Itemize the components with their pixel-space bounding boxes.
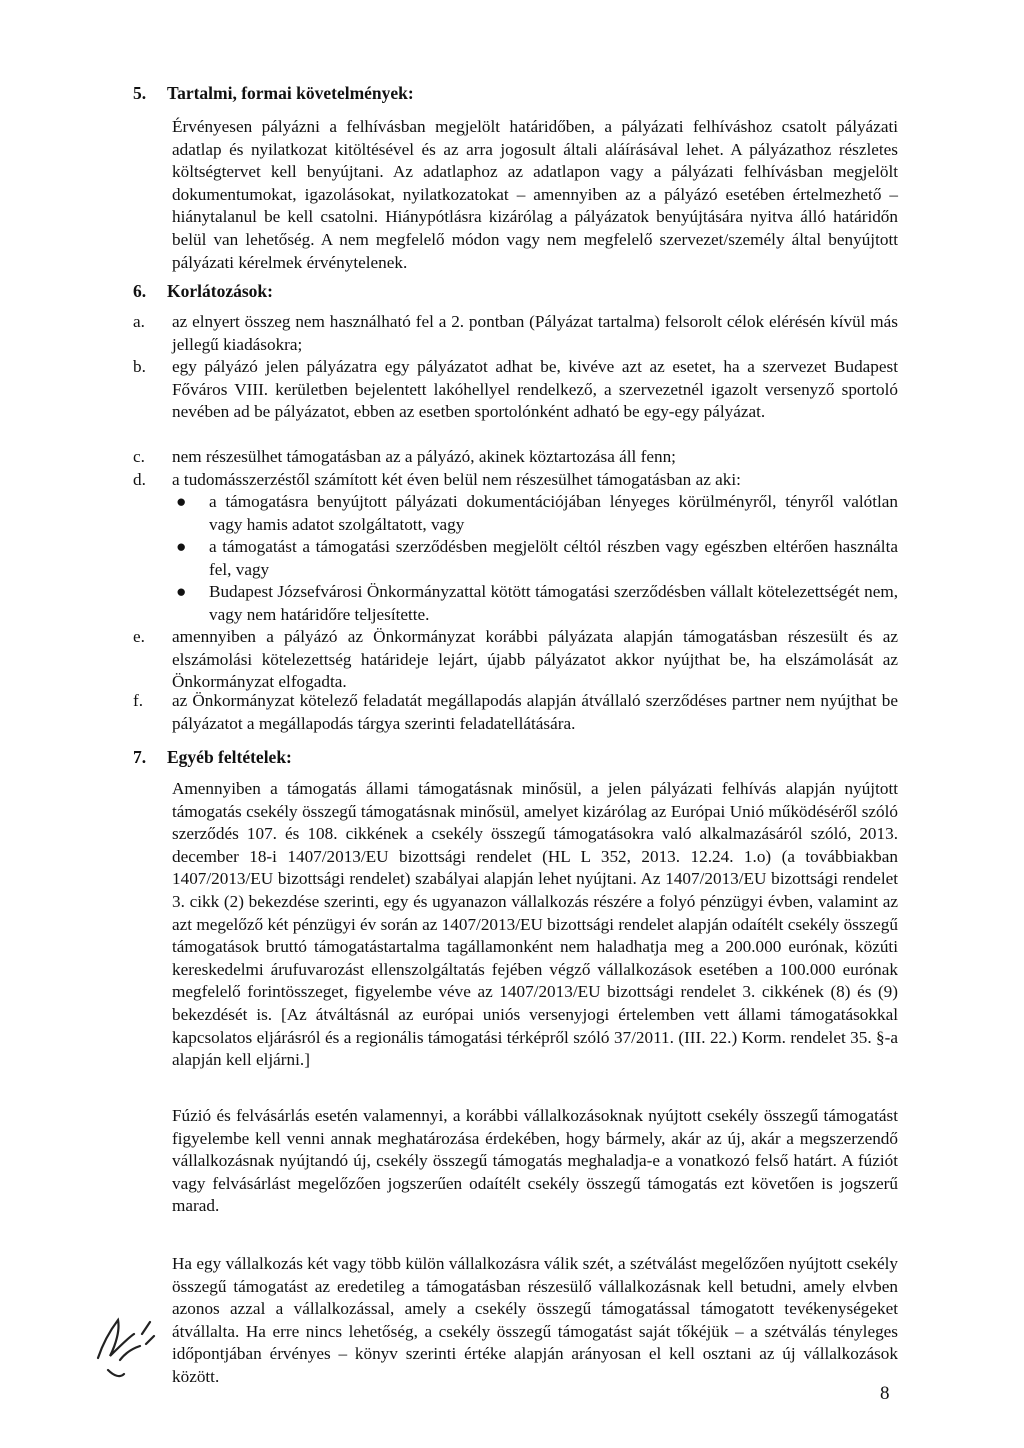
section-5-number: 5. [133, 83, 147, 103]
restriction-text: amennyiben a pályázó az Önkormányzat korábbi pályázata alapján támogatásban részesült és az elszámolási kötelezettség határideje lejárt, újabb pályázatot akkor nyújthat be, ha elszámolását az Önkormányzat elfogadta. [172, 627, 898, 692]
restriction-item-d [133, 469, 898, 492]
restriction-text: a tudomásszerzéstől számított két éven belül nem részesülhet támogatásban az aki: [172, 470, 741, 489]
signature-mark [90, 1300, 160, 1385]
section-7-paragraph-1: Amennyiben a támogatás állami támogatásnak minősül, a jelen pályázati felhívás alapján nyújtott támogatás csekély összegű támogatásnak minősül, amelyet kizárólag az Európai Unió működéséről szóló szerződés 107. és 108. cikkének a csekély összegű támogatásokra való alkalmazásáról szóló, 2013. december 18-i 1407/2013/EU bizottsági rendelet (HL L 352, 2013. 12.24. 1.o) (a továbbiakban 1407/2013/EU bizottsági rendelet) szabályai alapján lehet nyújtani. Az 1407/2013/EU bizottsági rendelet 3. cikk (2) bekezdése szerinti, egy és ugyanazon vállalkozás részére a folyó pénzügyi évben, valamint az azt megelőző két pénzügyi év során az 1407/2013/EU bizottsági rendelet alapján odaítélt csekély összegű támogatások bruttó támogatástartalma tagállamonként nem haladhatja meg a 200.000 eurónak, közúti kereskedelmi árufuvarozást ellenszolgáltatás fejében végző vállalkozások esetében a 100.000 eurónak megfelelő forintösszeget, figyelembe véve az 1407/2013/EU bizottsági rendelet 3. cikkének (8) és (9) bekezdését is. [Az átváltásnál az európai uniós versenyjogi értelemben vett állami támogatásokkal kapcsolatos eljárásról és a regionális támogatási térképről szóló 37/2011. (III. 22.) Korm. rendelet 35. §-a alapján kell eljárni.] [172, 779, 898, 1070]
section-7-paragraph-2: Fúzió és felvásárlás esetén valamennyi, a korábbi vállalkozásoknak nyújtott csekély összegű támogatást figyelembe kell venni annak meghatározása érdekében, hogy bármely, akár az új, akár a megszerzendő vállalkozásnak nyújtandó új, csekély összegű támogatás meghaladja-e a vonatkozó felső határt. A fúziót vagy felvásárlást megelőzően jogszerűen odaítélt csekély összegű támogatás ezt követően is jogszerű marad. [172, 1106, 898, 1216]
bullet-text: a támogatást a támogatási szerződésben megjelölt céltól részben vagy egészben eltérően használta fel, vagy [209, 537, 898, 579]
restriction-letter: a. [133, 312, 145, 331]
section-7-heading [133, 746, 292, 768]
restriction-item-a [133, 311, 898, 356]
restriction-text: az Önkormányzat kötelező feladatát megállapodás alapján átvállaló szerződéses partner nem nyújthat be pályázatot a megállapodás tárgya szerinti feladatellátására. [172, 691, 898, 733]
page-number: 8 [880, 1383, 890, 1404]
section-7-number: 7. [133, 747, 147, 767]
section-5-title: Tartalmi, formai követelmények: [167, 83, 414, 103]
bullet-dot-icon: ● [176, 492, 187, 511]
bullet-dot-icon: ● [176, 537, 187, 556]
section-7-title: Egyéb feltételek: [167, 747, 292, 767]
bullet-dot-icon: ● [176, 582, 187, 601]
section-6-number: 6. [133, 281, 147, 301]
section-5-heading [133, 82, 414, 104]
restriction-letter: e. [133, 627, 145, 646]
section-7-paragraph-3: Ha egy vállalkozás két vagy több külön vállalkozásra válik szét, a szétválást megelőzően nyújtott csekély összegű támogatást az eredetileg a támogatásban részesülő vállalkozásnak kell betudni, amely elvben azonos azzal a vállalkozással, amely a csekély összegű támogatással támogatott tevékenységeket átvállalta. Ha erre nincs lehetőség, a csekély összegű támogatást saját tőkéjük – a szétválás tényleges időpontjában érvényes – könyv szerinti értéke alapján arányosan el kell osztani az új vállalkozások között. [172, 1254, 898, 1386]
restriction-letter: b. [133, 357, 146, 376]
restriction-text: egy pályázó jelen pályázatra egy pályázatot adhat be, kivéve azt az esetet, ha a szervezet Budapest Főváros VIII. kerületben bejelentett lakóhellyel rendelkező, a szervezetnél igazolt versenyző sportoló nevében ad be pályázatot, ebben az esetben sportolónként adható be egy-egy pályázat. [172, 357, 898, 422]
restriction-letter: d. [133, 470, 146, 489]
restriction-item-f [133, 690, 898, 735]
section-5-paragraph: Érvényesen pályázni a felhívásban megjelölt határidőben, a pályázati felhíváshoz csatolt pályázati adatlap és nyilatkozat kitöltésével és az arra jogosult általi aláírásával lehet. A pályázathoz részletes költségtervet kell benyújtani. Az adatlaphoz az adatlapon vagy a pályázati felhívásban megjelölt dokumentumokat, igazolásokat, nyilatkozatokat – amennyiben az a pályázó esetében értelmezhető – hiánytalanul be kell csatolni. Hiánypótlásra kizárólag a pályázatok benyújtására nyitva álló határidőn belül van lehetőség. A nem megfelelő módon vagy nem megfelelő szervezet/személy által benyújtott pályázati kérelmek érvénytelenek. [172, 117, 898, 272]
bullet-text: Budapest Józsefvárosi Önkormányzattal kötött támogatási szerződésben vállalt kötelezettségét nem, vagy nem határidőre teljesítette. [209, 582, 898, 624]
restriction-letter: c. [133, 447, 145, 466]
restriction-item-c [133, 446, 898, 469]
restriction-text: nem részesülhet támogatásban az a pályázó, akinek köztartozása áll fenn; [172, 447, 676, 466]
restriction-text: az elnyert összeg nem használható fel a 2. pontban (Pályázat tartalma) felsorolt célok elérésén kívül más jellegű kiadásokra; [172, 312, 898, 354]
restriction-item-e [133, 626, 898, 694]
bullet-text: a támogatásra benyújtott pályázati dokumentációjában lényeges körülményről, tényről valótlan vagy hamis adatot szolgáltatott, vagy [209, 492, 898, 534]
restriction-bullet [172, 491, 898, 536]
section-6-heading [133, 280, 273, 302]
section-6-title: Korlátozások: [167, 281, 273, 301]
restriction-bullet [172, 536, 898, 581]
restriction-letter: f. [133, 691, 144, 710]
restriction-bullet [172, 581, 898, 626]
restriction-item-b [133, 356, 898, 424]
